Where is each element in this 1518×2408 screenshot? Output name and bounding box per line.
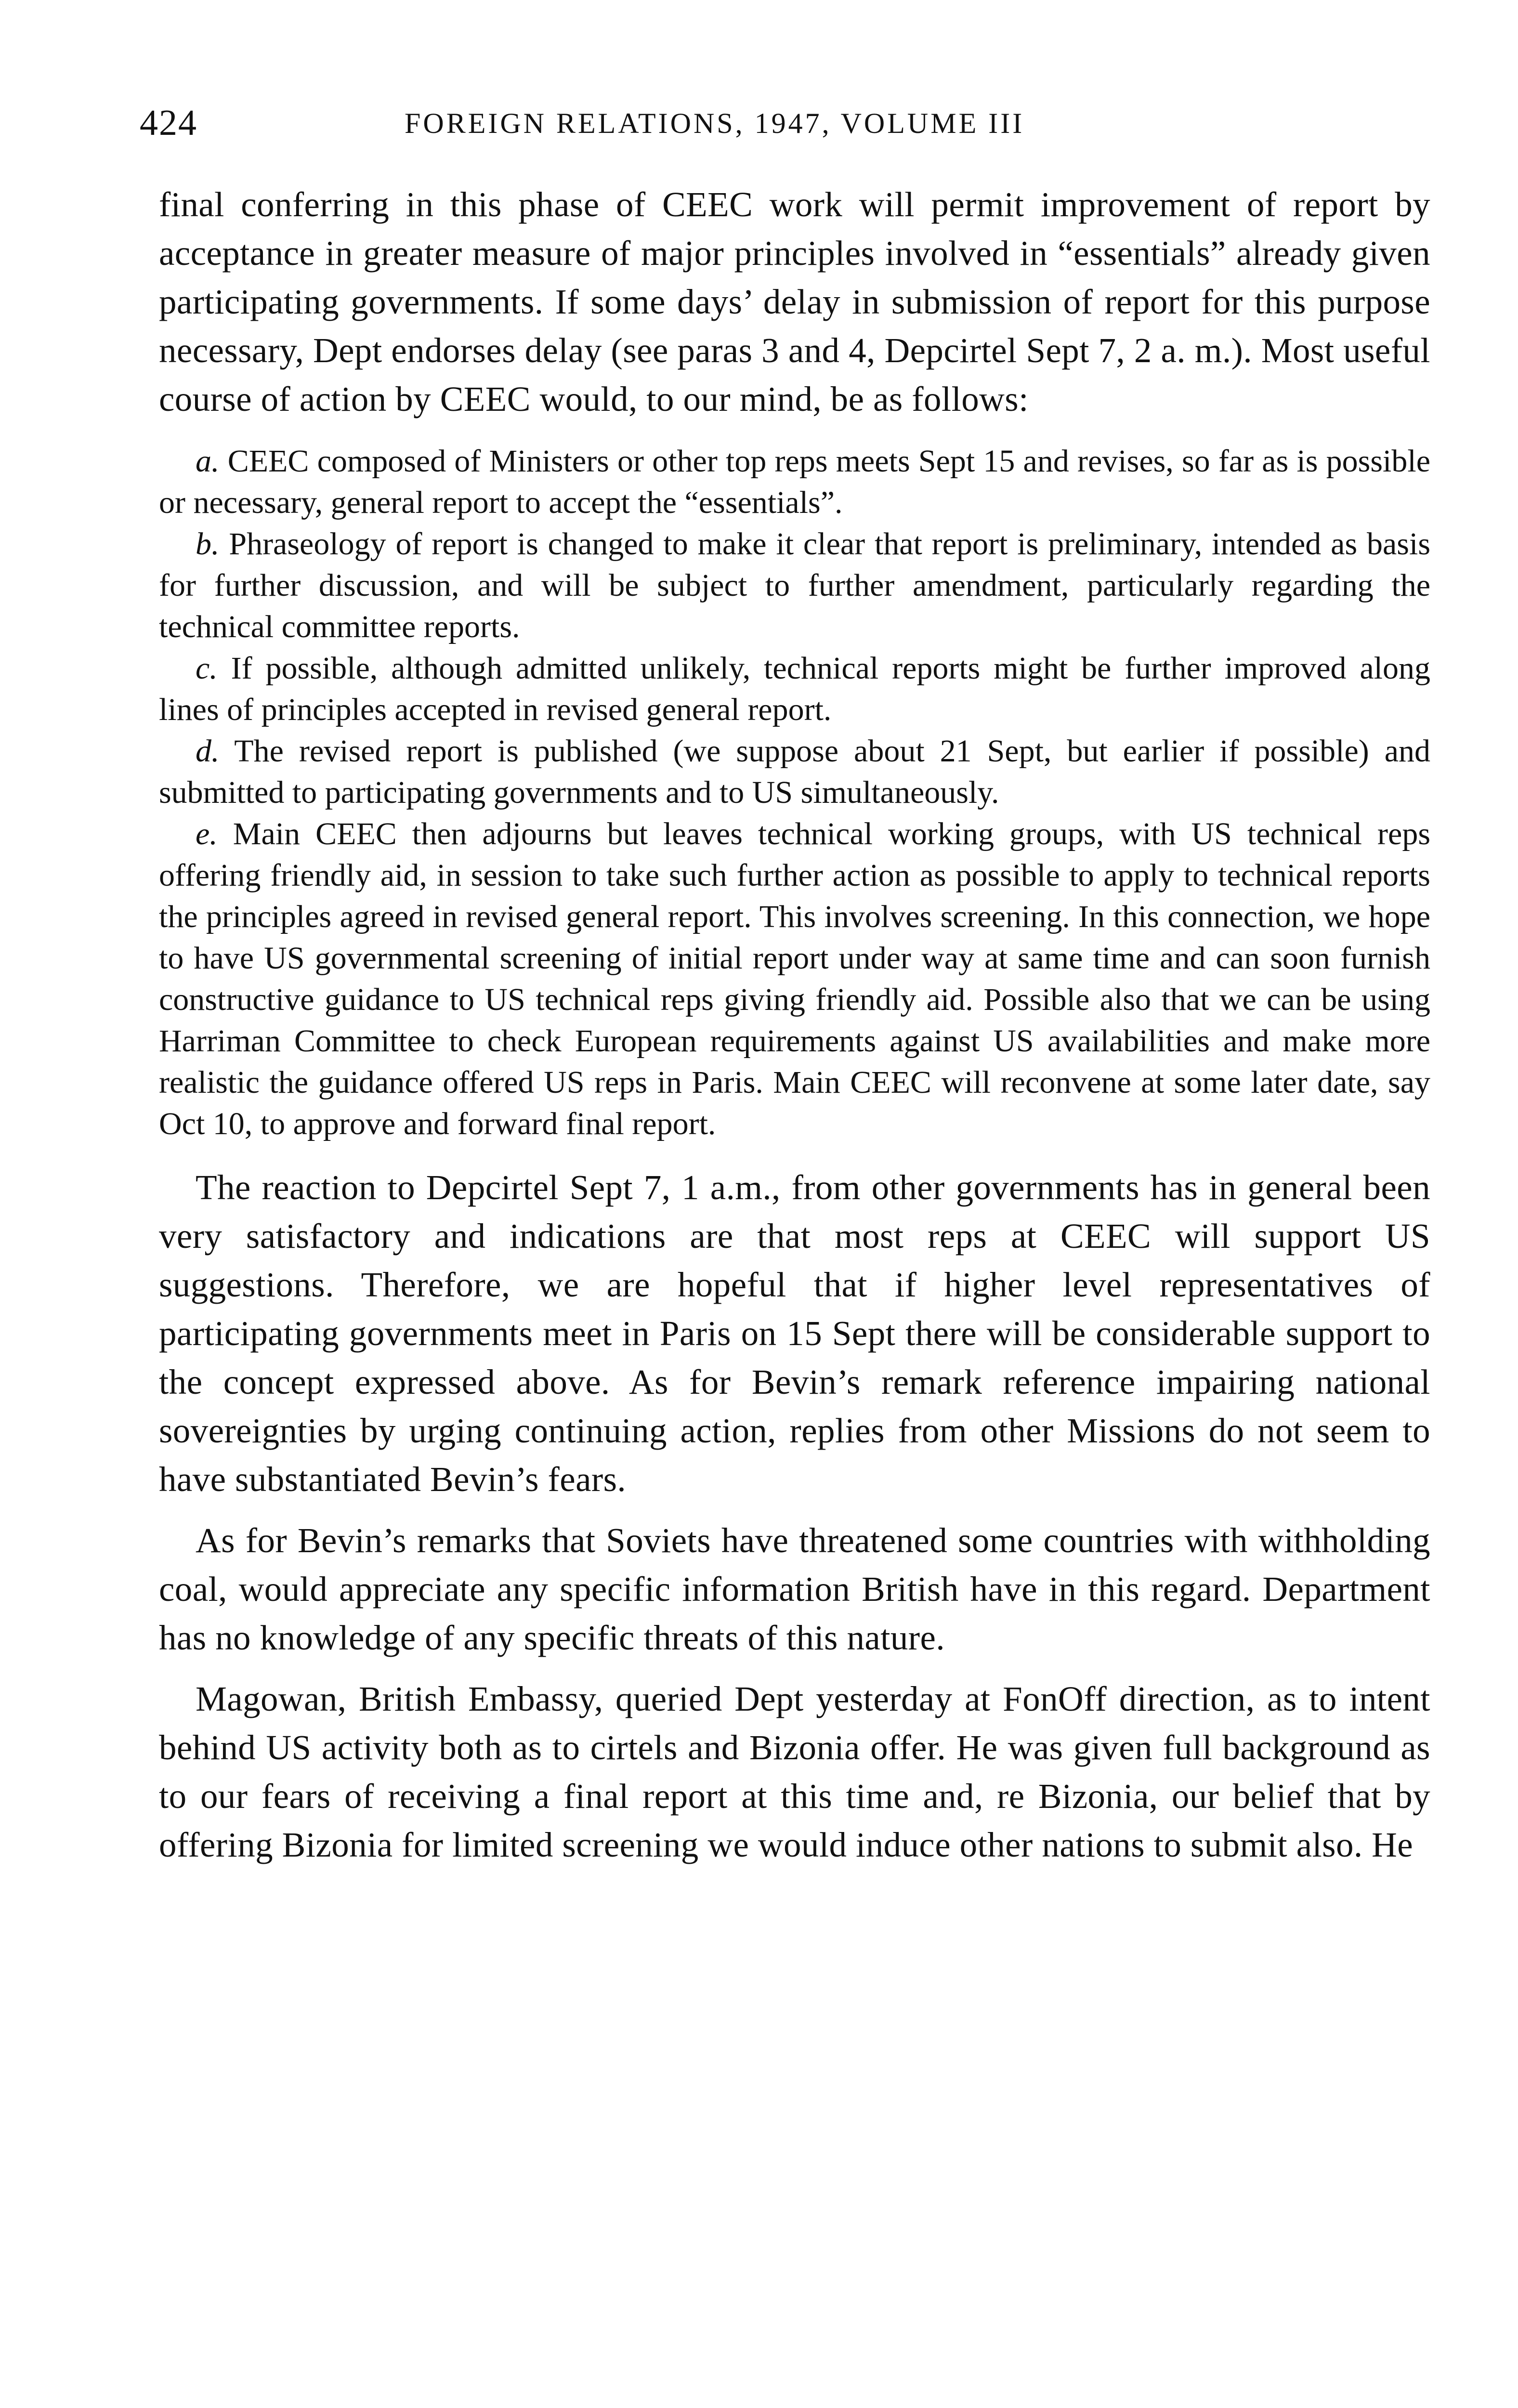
opening-section: [159, 180, 1430, 423]
page-number: 424: [140, 103, 197, 143]
list-item: [159, 441, 1430, 523]
list-item: [159, 648, 1430, 731]
list-item-letter: e.: [196, 816, 218, 851]
list-item-text: If possible, although admitted unlikely, technical reports might be further improved along lines of principles accepted in revised general report.: [159, 651, 1431, 727]
list-item: [159, 523, 1430, 648]
running-head: FOREIGN RELATIONS, 1947, VOLUME III: [405, 107, 1025, 139]
action-list: [159, 441, 1430, 1145]
closing-section: [159, 1163, 1430, 1869]
list-item-text: Phraseology of report is changed to make it clear that report is preliminary, intended as basis for further discussion, and will be subject to further amendment, particularly regarding the technical committee reports.: [159, 526, 1430, 644]
list-item-text: CEEC composed of Ministers or other top reps meets Sept 15 and revises, so far as is possible or necessary, general report to accept the “essentials”.: [159, 444, 1431, 520]
list-item-letter: b.: [196, 526, 220, 562]
list-item: [159, 731, 1430, 813]
body-paragraph: Magowan, British Embassy, queried Dept yesterday at FonOff direction, as to intent behind US activity both as to cirtels and Bizonia offer. He was given full background as to our fears of receiving a final report at this time and, re Bizonia, our belief that by offering Bizonia for limited screening we would induce other nations to submit also. He: [159, 1679, 1430, 1864]
opening-paragraph: final conferring in this phase of CEEC work will permit improvement of report by acceptance in greater measure of major principles involved in “essentials” already given participating governments. If some days’ delay in submission of report for this purpose necessary, Dept endorses delay (see paras 3 and 4, Depcirtel Sept 7, 2 a. m.). Most useful course of action by CEEC would, to our mind, be as follows:: [159, 185, 1430, 419]
list-item-text: The revised report is published (we suppose about 21 Sept, but earlier if possible) and submitted to participating governments and to US simultaneously.: [159, 733, 1430, 810]
list-item-letter: c.: [196, 651, 218, 686]
body-paragraph: As for Bevin’s remarks that Soviets have threatened some countries with withholding coal, would appreciate any specific information British have in this regard. Department has no knowledge of any specific threats of this nature.: [159, 1521, 1430, 1657]
body-paragraph: The reaction to Depcirtel Sept 7, 1 a.m., from other governments has in general been very satisfactory and indications are that most reps at CEEC will support US suggestions. Therefore, we are hopeful that if higher level representatives of participating governments meet in Paris on 15 Sept there will be considerable support to the concept expressed above. As for Bevin’s remark reference impairing national sovereignties by urging continuing action, replies from other Missions do not seem to have substantiated Bevin’s fears.: [159, 1168, 1430, 1499]
list-item-letter: a.: [196, 444, 220, 479]
list-item-letter: d.: [196, 733, 220, 769]
list-item-text: Main CEEC then adjourns but leaves technical working groups, with US technical reps offering friendly aid, in session to take such further action as possible to apply to technical reports the principles agreed in revised general report. This involves screening. In this connection, we hope to have US governmental screening of initial report under way at same time and can soon furnish constructive guidance to US technical reps giving friendly aid. Possible also that we can be using Harriman Committee to check European requirements against US availabilities and make more realistic the guidance offered US reps in Paris. Main CEEC will reconvene at some later date, say Oct 10, to approve and forward final report.: [159, 816, 1430, 1141]
document-body: [159, 180, 1430, 1869]
page-header: [140, 101, 1430, 144]
list-item: [159, 813, 1430, 1145]
